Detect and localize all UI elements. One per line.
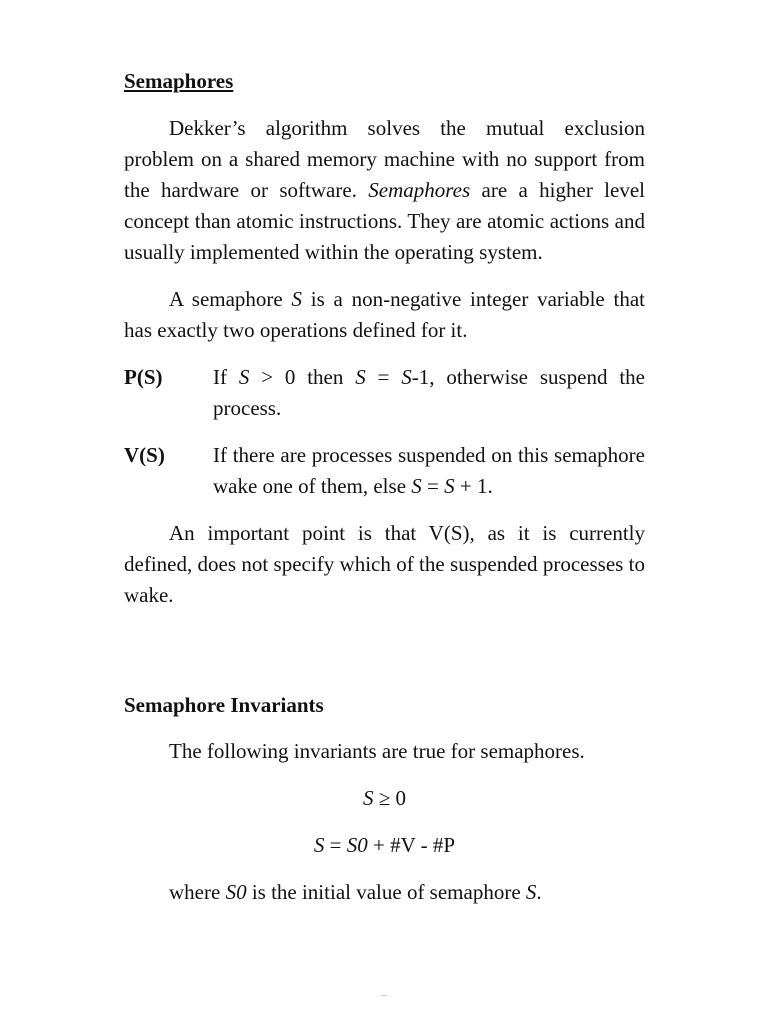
operation-p-var-3: S <box>401 365 412 389</box>
operation-v-text-c: = <box>421 474 445 498</box>
paragraph-important-point: An important point is that V(S), as it is currently defined, does not specify which of the suspended processes to wake. <box>124 521 645 607</box>
operation-p-var-2: S <box>355 365 366 389</box>
definition-text-c: is a non-negative integer variable that has exactly two operations defined for it. <box>124 287 645 342</box>
invariant-1-text: ≥ 0 <box>373 786 407 810</box>
note-text-e: . <box>536 880 542 904</box>
invariant-2-equals: = <box>324 833 347 857</box>
invariants-intro: The following invariants are true for semaphores. <box>169 739 585 763</box>
invariant-2-var-s: S <box>313 833 325 857</box>
paragraph-dekker-text-a: Dekker’s algorithm solves the mutual exclusion problem on a shared memory machine with no support from the hardware or software. <box>124 116 645 202</box>
variable-s: S <box>291 287 303 311</box>
operation-p-description <box>213 362 645 424</box>
note-var-s0: S0 <box>225 880 247 904</box>
invariant-1-var: S <box>362 786 374 810</box>
operation-v-term: V(S) <box>124 443 165 467</box>
definition-text-a: A semaphore <box>169 287 292 311</box>
operation-v <box>124 440 645 502</box>
operation-v-var-1: S <box>411 474 422 498</box>
operation-p-text-c: > 0 then <box>249 365 356 389</box>
note-text-c: is the initial value of semaphore <box>246 880 526 904</box>
operation-p-text-g: -1, otherwise suspend the process. <box>213 365 645 420</box>
note-text-a: where <box>169 880 226 904</box>
initial-value-note <box>124 877 645 908</box>
invariant-2-rest: + #V - #P <box>367 833 456 857</box>
paragraph-semaphore-definition <box>124 284 645 346</box>
invariant-2-var-s0: S0 <box>346 833 368 857</box>
paragraph-dekker <box>124 113 645 268</box>
operation-p-text-a: If <box>213 365 239 389</box>
operation-v-text-e: + 1. <box>454 474 493 498</box>
operation-v-text-a: If there are processes suspended on this semaphore wake one of them, else <box>213 443 645 498</box>
operation-p-text-e: = <box>365 365 402 389</box>
note-var-s: S <box>525 880 537 904</box>
invariant-nonnegative <box>124 783 645 814</box>
operation-v-var-2: S <box>444 474 455 498</box>
section-heading-invariants: Semaphore Invariants <box>124 693 324 717</box>
term-semaphores: Semaphores <box>368 178 471 202</box>
section-heading-semaphores: Semaphores <box>124 69 234 93</box>
operation-v-description <box>213 440 645 502</box>
invariant-count <box>124 830 645 861</box>
operation-p-var-1: S <box>238 365 250 389</box>
page-number: -- <box>380 990 388 1001</box>
operation-p <box>124 362 645 424</box>
document-page <box>124 66 645 908</box>
paragraph-dekker-text-c: are a higher level concept than atomic instructions. They are atomic actions and usually implemented within the operating system. <box>124 178 645 264</box>
operation-p-term: P(S) <box>124 365 163 389</box>
